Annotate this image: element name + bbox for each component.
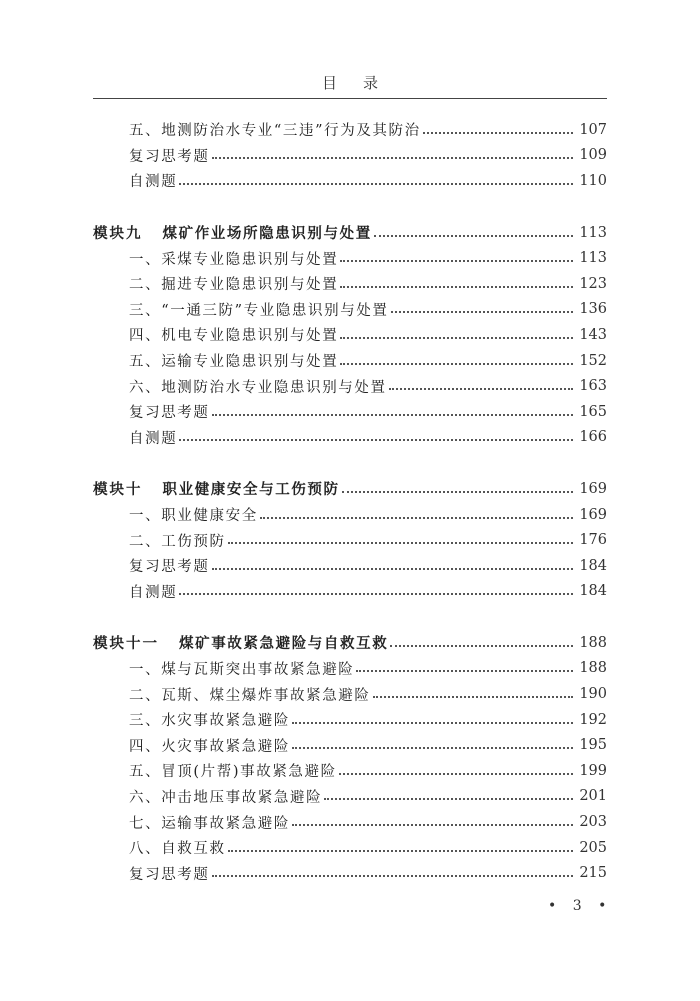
toc-entry-page: 199: [579, 762, 607, 779]
toc-entry[interactable]: [93, 297, 607, 323]
toc-entry-label: 五、运输专业隐患识别与处置: [129, 354, 339, 371]
toc-entry[interactable]: [93, 527, 607, 553]
toc-entry[interactable]: [93, 373, 607, 399]
toc-entry-page: 188: [579, 634, 607, 651]
toc-entry-page: 113: [579, 250, 607, 267]
toc-entry-label: 复习思考题: [129, 559, 210, 576]
toc-entry-page: 136: [579, 301, 607, 318]
toc-entry[interactable]: [93, 271, 607, 297]
toc-entry-label: 七、运输事故紧急避险: [129, 815, 290, 832]
toc-entry-label: 自测题: [129, 174, 178, 191]
module-title: 煤矿事故紧急避险与自救互救: [179, 636, 389, 653]
module-number: 模块九: [93, 226, 143, 243]
toc-entry-page: 192: [579, 711, 607, 728]
toc-entry-page: 188: [579, 660, 607, 677]
toc-entry-page: 169: [579, 506, 607, 523]
toc-entry-label: 五、冒顶(片帮)事故紧急避险: [129, 764, 337, 781]
toc-entry-label: 一、采煤专业隐患识别与处置: [129, 251, 339, 268]
toc-entry-page: 110: [579, 172, 607, 189]
toc-entry[interactable]: [93, 784, 607, 810]
dot-leader: [179, 425, 573, 441]
toc-entry-label: 六、冲击地压事故紧急避险: [129, 789, 323, 806]
toc-entry[interactable]: [93, 579, 607, 605]
module-title: 煤矿作业场所隐患识别与处置: [162, 226, 372, 243]
dot-leader: [339, 759, 573, 775]
dot-leader: [324, 784, 573, 800]
toc-entry[interactable]: [93, 117, 607, 143]
toc-entry-page: 165: [579, 403, 607, 420]
toc-entry-page: 109: [579, 147, 607, 164]
header-divider: [93, 98, 607, 99]
dot-leader: [212, 143, 574, 159]
toc-entry[interactable]: [93, 758, 607, 784]
toc-entry[interactable]: [93, 322, 607, 348]
toc-entry-label: 五、地测防治水专业“三违”行为及其防治: [129, 123, 421, 140]
toc-entry-page: 123: [579, 275, 607, 292]
toc-entry-page: 184: [579, 583, 607, 600]
dot-leader: [292, 733, 573, 749]
dot-leader: [340, 323, 573, 339]
toc-entry-page: 176: [579, 532, 607, 549]
toc-entry-label: 复习思考题: [129, 866, 210, 883]
toc-entry[interactable]: [93, 732, 607, 758]
dot-leader: [228, 836, 573, 852]
module-number: 模块十: [93, 482, 143, 499]
toc-module-heading[interactable]: [93, 220, 607, 246]
dot-leader: [292, 708, 573, 724]
toc-entry-label: 四、火灾事故紧急避险: [129, 738, 290, 755]
toc-entry-label: 二、掘进专业隐患识别与处置: [129, 277, 339, 294]
section-spacer: [93, 194, 607, 220]
dot-leader: [260, 503, 573, 519]
toc-entry[interactable]: [93, 707, 607, 733]
toc-entry-page: 203: [579, 814, 607, 831]
dot-leader: [179, 169, 573, 185]
toc-entry-label: 一、职业健康安全: [129, 508, 258, 525]
toc-entry-page: 184: [579, 557, 607, 574]
toc-entry-label: 自测题: [129, 430, 178, 447]
dot-leader: [212, 400, 574, 416]
dot-leader: [389, 374, 573, 390]
toc-entry-page: 205: [579, 839, 607, 856]
toc-entry-label: 三、水灾事故紧急避险: [129, 713, 290, 730]
toc-entry[interactable]: [93, 245, 607, 271]
toc-entry-label: 自测题: [129, 584, 178, 601]
toc-entry-label: 二、工伤预防: [129, 533, 226, 550]
toc-entry[interactable]: [93, 399, 607, 425]
dot-leader: [212, 554, 574, 570]
toc-entry[interactable]: [93, 502, 607, 528]
toc-entry-label: 四、机电专业隐患识别与处置: [129, 328, 339, 345]
toc-entry-label: 复习思考题: [129, 148, 210, 165]
toc-entry-page: 163: [579, 378, 607, 395]
toc-entry[interactable]: [93, 809, 607, 835]
toc-entry-page: 169: [579, 480, 607, 497]
footer-page-number: • 3 •: [548, 898, 613, 914]
dot-leader: [391, 297, 573, 313]
toc-entry[interactable]: [93, 348, 607, 374]
toc-entry[interactable]: [93, 553, 607, 579]
toc-entry-page: 190: [579, 686, 607, 703]
toc-entry-label: 三、“一通三防”专业隐患识别与处置: [129, 302, 389, 319]
toc-entry-label: 八、自救互救: [129, 841, 226, 858]
toc-module-heading[interactable]: [93, 476, 607, 502]
dot-leader: [340, 272, 573, 288]
page-header-title: 目录: [321, 74, 404, 92]
toc-entry[interactable]: [93, 656, 607, 682]
dot-leader: [374, 221, 573, 237]
section-spacer: [93, 450, 607, 476]
toc-entry-page: 201: [579, 788, 607, 805]
table-of-contents: [93, 117, 607, 886]
toc-entry-page: 113: [579, 224, 607, 241]
toc-entry-page: 166: [579, 429, 607, 446]
dot-leader: [340, 246, 573, 262]
module-number: 模块十一: [93, 636, 159, 653]
dot-leader: [212, 861, 574, 877]
toc-entry[interactable]: [93, 425, 607, 451]
dot-leader: [228, 528, 573, 544]
toc-entry-page: 143: [579, 326, 607, 343]
toc-entry[interactable]: [93, 681, 607, 707]
dot-leader: [342, 477, 573, 493]
dot-leader: [340, 349, 573, 365]
dot-leader: [373, 682, 574, 698]
dot-leader: [179, 579, 573, 595]
toc-entry-page: 107: [579, 121, 607, 138]
toc-entry-label: 二、瓦斯、煤尘爆炸事故紧急避险: [129, 687, 371, 704]
toc-entry[interactable]: [93, 835, 607, 861]
section-spacer: [93, 604, 607, 630]
dot-leader: [356, 656, 573, 672]
toc-entry[interactable]: [93, 860, 607, 886]
toc-entry-page: 152: [579, 352, 607, 369]
toc-entry-label: 复习思考题: [129, 405, 210, 422]
toc-entry[interactable]: [93, 168, 607, 194]
dot-leader: [423, 118, 573, 134]
toc-entry-label: 六、地测防治水专业隐患识别与处置: [129, 379, 387, 396]
toc-entry-label: 一、煤与瓦斯突出事故紧急避险: [129, 661, 355, 678]
dot-leader: [390, 631, 573, 647]
toc-module-heading[interactable]: [93, 630, 607, 656]
toc-entry-page: 195: [579, 737, 607, 754]
toc-entry-page: 215: [579, 865, 607, 882]
dot-leader: [292, 810, 573, 826]
module-title: 职业健康安全与工伤预防: [162, 482, 340, 499]
toc-entry[interactable]: [93, 143, 607, 169]
